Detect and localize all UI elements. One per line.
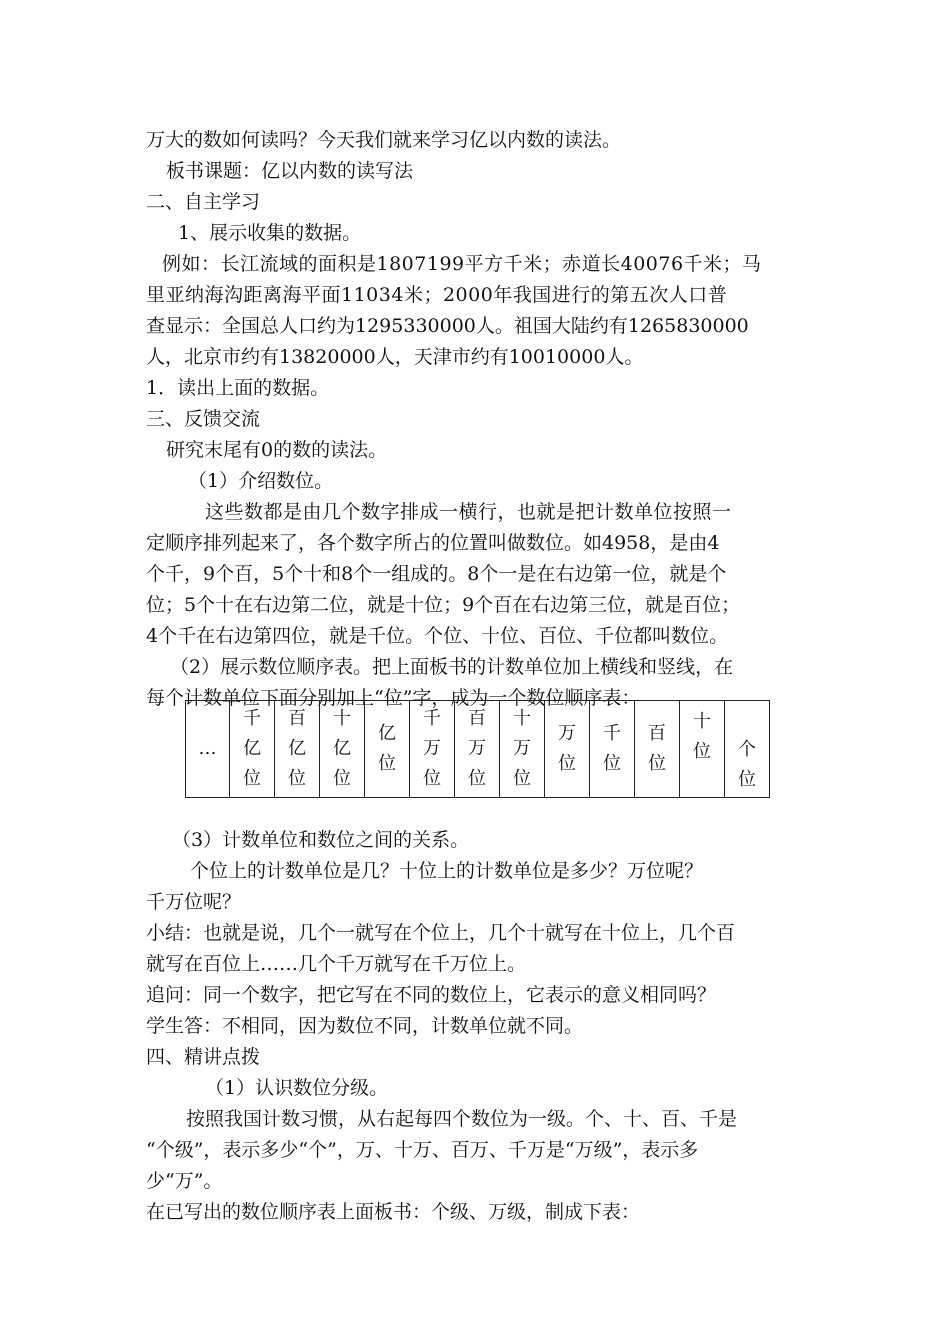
table-cell-yi: 亿 位 xyxy=(365,701,410,798)
text-line: 定顺序排列起来了，各个数字所占的位置叫做数位。如4958，是由4 xyxy=(146,532,720,554)
text-line: 查显示：全国总人口约为1295330000人。祖国大陆约有1265830000 xyxy=(146,315,749,337)
text-line: （3）计数单位和数位之间的关系。 xyxy=(172,829,470,851)
text-line: 人，北京市约有13820000人，天津市约有10010000人。 xyxy=(146,346,644,368)
text-line: 1．读出上面的数据。 xyxy=(146,377,330,399)
text-line: 少“万”。 xyxy=(146,1170,223,1192)
text-line: 位；5个十在右边第二位，就是十位；9个百在右边第三位，就是百位； xyxy=(146,594,741,616)
section-heading: 二、自主学习 xyxy=(146,191,261,213)
section-heading: 四、精讲点拨 xyxy=(146,1046,261,1068)
text-line: 4个千在右边第四位，就是千位。个位、十位、百位、千位都叫数位。 xyxy=(146,625,729,647)
table-cell-baiwan: 百 万 位 xyxy=(455,701,500,798)
table-cell-wan: 万 位 xyxy=(545,701,590,798)
section-heading: 三、反馈交流 xyxy=(146,408,261,430)
text-line: 研究末尾有0的数的读法。 xyxy=(166,439,388,461)
text-line: （1）介绍数位。 xyxy=(188,470,334,492)
text-line: 1、展示收集的数据。 xyxy=(178,222,362,244)
text-line: 个位上的计数单位是几？十位上的计数单位是多少？万位呢？ xyxy=(190,860,704,882)
text-line: 学生答：不相同，因为数位不同，计数单位就不同。 xyxy=(146,1015,584,1037)
table-cell-baiyi: 百 亿 位 xyxy=(275,701,320,798)
text-line: 个千，9个百，5个十和8个一组成的。8个一是在右边第一位，就是个 xyxy=(146,563,727,585)
table-cell-shiwan: 十 万 位 xyxy=(500,701,545,798)
text-line: 追问：同一个数字，把它写在不同的数位上，它表示的意义相同吗？ xyxy=(146,984,717,1006)
text-line: 每个计数单位下面分别加上“位”字，成为一个数位顺序表： xyxy=(146,687,641,709)
table-cell-shiyi: 十 亿 位 xyxy=(320,701,365,798)
text-line: （1）认识数位分级。 xyxy=(205,1077,389,1099)
text-line: 千万位呢？ xyxy=(146,891,242,913)
text-line: 例如：长江流域的面积是1807199平方千米；赤道长40076千米；马 xyxy=(162,253,762,275)
text-line: 里亚纳海沟距离海平面11034米；2000年我国进行的第五次人口普 xyxy=(146,284,728,306)
table-cell-ellipsis: … xyxy=(186,701,230,798)
text-line: 就写在百位上……几个千万就写在千万位上。 xyxy=(146,953,527,975)
table-cell-qianwan: 千 万 位 xyxy=(410,701,455,798)
digit-place-table xyxy=(185,700,770,798)
table-cell-bai: 百 位 xyxy=(635,701,680,798)
text-line: 板书课题：亿以内数的读写法 xyxy=(166,160,414,182)
text-line: 万大的数如何读吗？今天我们就来学习亿以内数的读法。 xyxy=(146,129,622,151)
text-line: （2）展示数位顺序表。把上面板书的计数单位加上横线和竖线，在 xyxy=(170,656,734,678)
text-line: 小结：也就是说，几个一就写在个位上，几个十就写在十位上，几个百 xyxy=(146,922,736,944)
table-cell-qian: 千 位 xyxy=(590,701,635,798)
table-row xyxy=(186,701,770,798)
text-line: 在已写出的数位顺序表上面板书：个级、万级，制成下表： xyxy=(146,1201,641,1223)
table-cell-ge: 个 位 xyxy=(725,701,770,798)
text-line: 这些数都是由几个数字排成一横行，也就是把计数单位按照一 xyxy=(205,501,732,523)
text-line: 按照我国计数习惯，从右起每四个数位为一级。个、十、百、千是 xyxy=(186,1108,738,1130)
table-cell-qianyi: 千 亿 位 xyxy=(230,701,275,798)
text-line: “个级”，表示多少“个”，万、十万、百万、千万是“万级”，表示多 xyxy=(146,1139,699,1161)
table-cell-shi: 十 位 xyxy=(680,701,725,798)
